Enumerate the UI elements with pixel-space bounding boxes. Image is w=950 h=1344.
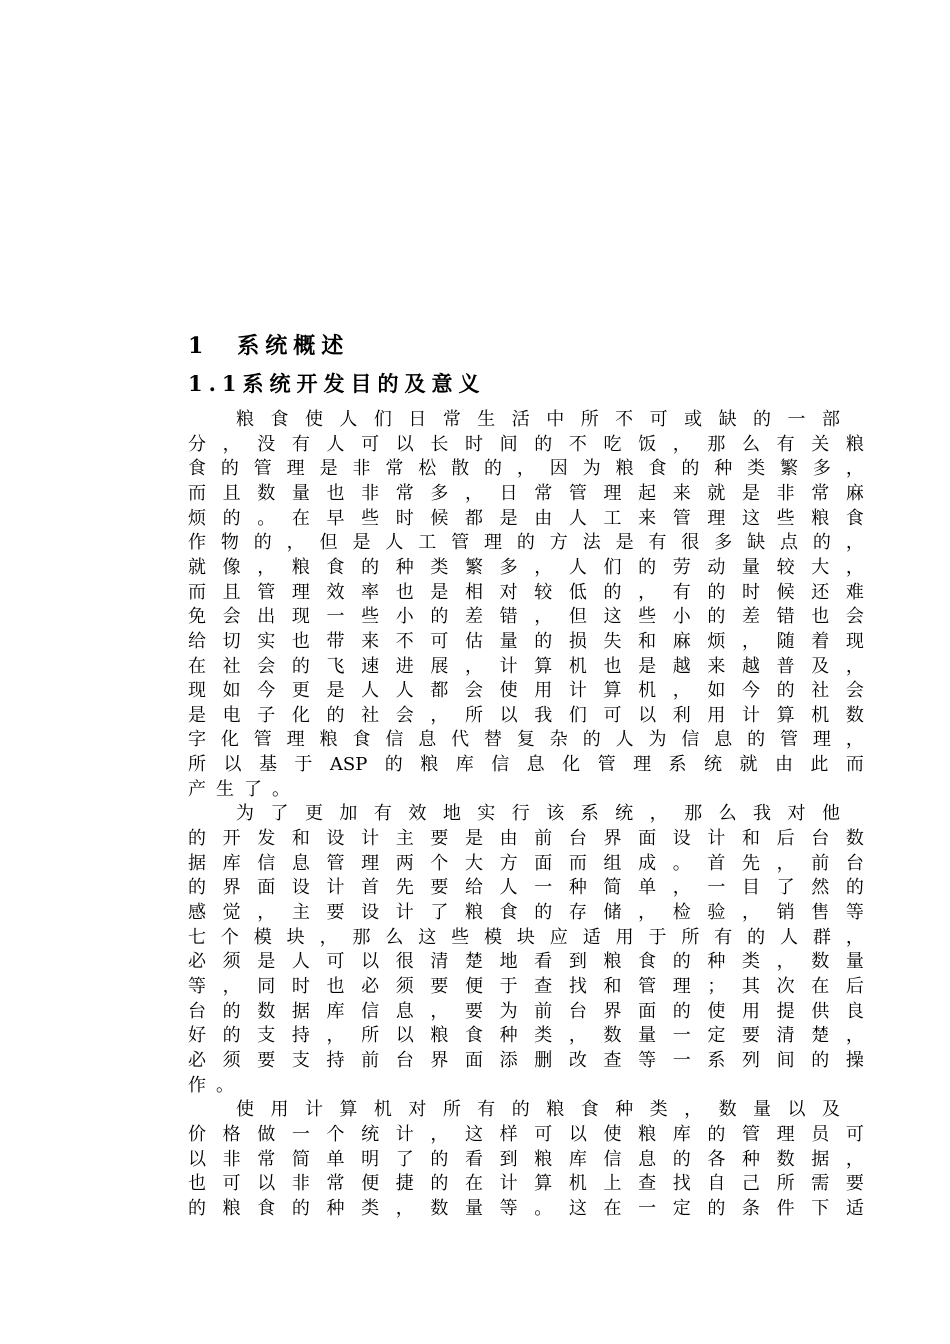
text-line: 必 须 要 支 持 前 台 界 面 添 删 改 查 等 一 系 列 间 的 操 <box>188 1049 864 1071</box>
text-line: 给 切 实 也 带 来 不 可 估 量 的 损 失 和 麻 烦 ， 随 着 现 <box>188 630 864 652</box>
text-line: 烦 的 。 在 早 些 时 候 都 是 由 人 工 来 管 理 这 些 粮 食 <box>188 507 864 529</box>
text-line: 价 格 做 一 个 统 计 ， 这 样 可 以 使 粮 库 的 管 理 员 可 <box>188 1123 864 1145</box>
text-line: 免 会 出 现 一 些 小 的 差 错 ， 但 这 些 小 的 差 错 也 会 <box>188 606 864 628</box>
text-line: 所 以 基 于 ASP 的 粮 库 信 息 化 管 理 系 统 就 由 此 而 <box>188 754 864 776</box>
text-line: 等 ， 同 时 也 必 须 要 便 于 查 找 和 管 理 ； 其 次 在 后 <box>188 975 864 997</box>
text-line: 现 如 今 更 是 人 人 都 会 使 用 计 算 机 ， 如 今 的 社 会 <box>188 680 864 702</box>
text-line: 就 像 ， 粮 食 的 种 类 繁 多 ， 人 们 的 劳 动 量 较 大 ， <box>188 556 864 578</box>
text-line: 为 了 更 加 有 效 地 实 行 该 系 统 ， 那 么 我 对 他 <box>236 803 840 825</box>
text-line: 粮 食 使 人 们 日 常 生 活 中 所 不 可 或 缺 的 一 部 <box>236 409 840 430</box>
text-line: 食 的 管 理 是 非 常 松 散 的 ， 因 为 粮 食 的 种 类 繁 多 ， <box>188 458 864 480</box>
subsection-heading: 1.1系统开发目的及意义 <box>188 371 486 396</box>
text-line: 的 界 面 设 计 首 先 要 给 人 一 种 简 单 ， 一 目 了 然 的 <box>188 877 864 899</box>
text-line: 产 生 了 。 <box>188 778 290 800</box>
text-line: 分 ， 没 有 人 可 以 长 时 间 的 不 吃 饭 ， 那 么 有 关 粮 <box>188 433 864 455</box>
text-line: 的 开 发 和 设 计 主 要 是 由 前 台 界 面 设 计 和 后 台 数 <box>188 828 864 850</box>
text-line: 在 社 会 的 飞 速 进 展 ， 计 算 机 也 是 越 来 越 普 及 ， <box>188 655 864 677</box>
text-line: 七 个 模 块 ， 那 么 这 些 模 块 应 适 用 于 所 有 的 人 群 ， <box>188 926 864 948</box>
section-heading: 1 系统概述 <box>188 333 350 359</box>
text-line: 好 的 支 持 ， 所 以 粮 食 种 类 ， 数 量 一 定 要 清 楚 ， <box>188 1025 864 1047</box>
text-line: 是 电 子 化 的 社 会 ， 所 以 我 们 可 以 利 用 计 算 机 数 <box>188 704 864 726</box>
text-line: 必 须 是 人 可 以 很 清 楚 地 看 到 粮 食 的 种 类 ， 数 量 <box>188 951 864 973</box>
text-line: 感 觉 ， 主 要 设 计 了 粮 食 的 存 储 ， 检 验 ， 销 售 等 <box>188 902 864 923</box>
text-line: 字 化 管 理 粮 食 信 息 代 替 复 杂 的 人 为 信 息 的 管 理 ， <box>188 729 864 751</box>
text-line: 台 的 数 据 库 信 息 ， 要 为 前 台 界 面 的 使 用 提 供 良 <box>188 1000 864 1022</box>
text-line: 使 用 计 算 机 对 所 有 的 粮 食 种 类 ， 数 量 以 及 <box>236 1099 840 1121</box>
text-line: 作 物 的 ， 但 是 人 工 管 理 的 方 法 是 有 很 多 缺 点 的 ， <box>188 532 864 554</box>
text-line: 的 粮 食 的 种 类 ， 数 量 等 。 这 在 一 定 的 条 件 下 适 <box>188 1197 864 1219</box>
text-line: 而 且 管 理 效 率 也 是 相 对 较 低 的 ， 有 的 时 候 还 难 <box>188 581 864 603</box>
text-line: 据 库 信 息 管 理 两 个 大 方 面 而 组 成 。 首 先 ， 前 台 <box>188 852 864 874</box>
text-line: 也 可 以 非 常 便 捷 的 在 计 算 机 上 查 找 自 己 所 需 要 <box>188 1173 864 1195</box>
text-line: 以 非 常 简 单 明 了 的 看 到 粮 库 信 息 的 各 种 数 据 ， <box>188 1148 864 1170</box>
text-line: 作 。 <box>188 1074 234 1096</box>
text-line: 而 且 数 量 也 非 常 多 ， 日 常 管 理 起 来 就 是 非 常 麻 <box>188 482 864 504</box>
